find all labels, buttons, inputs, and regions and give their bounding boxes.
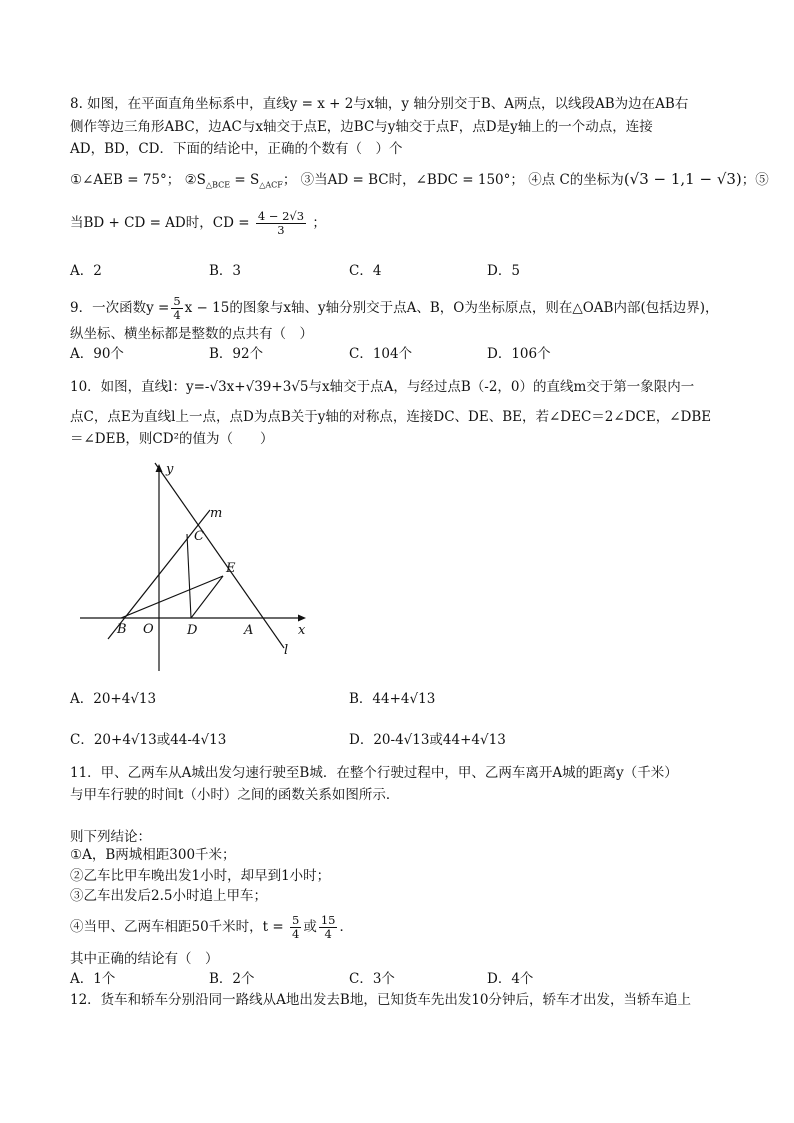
label-c: C: [194, 529, 204, 544]
q9-option-b[interactable]: B．92个: [209, 346, 264, 362]
q10-option-d[interactable]: D．20-4√13或44+4√13: [349, 732, 506, 748]
q9-stem-line1: 9．一次函数y = $\frac{5}{4}$ x − 15的图象与x轴、y轴分别交于点A、B，O为坐标原点，则在△OAB内部(包括边界)，: [70, 294, 719, 322]
q9-option-d[interactable]: D．106个: [487, 346, 551, 362]
q12-stem-line1: 12．货车和轿车分别沿同一路线从A地出发去B地，已知货车先出发10分钟后，轿车才出发，当轿车追上: [70, 992, 692, 1008]
q10-option-c[interactable]: C．20+4√13或44-4√13: [70, 732, 227, 748]
label-y: y: [166, 462, 174, 477]
q8-option-d[interactable]: D．5: [487, 263, 520, 279]
label-d: D: [187, 623, 198, 638]
q10-stem-line2: 点C，点E为直线l上一点，点D为点B关于y轴的对称点，连接DC、DE、BE，若∠DEC＝2∠DCE，∠DBE: [70, 409, 712, 425]
q11-ask: 其中正确的结论有（ ）: [70, 951, 219, 967]
label-e: E: [226, 561, 236, 576]
q8-option-c[interactable]: C．4: [349, 263, 382, 279]
label-a: A: [244, 623, 254, 638]
q8-cd-fraction: $\frac{4 - 2√3}{3}$: [257, 209, 305, 237]
q9-stem-line2: 纵坐标、横坐标都是整数的点共有（ ）: [70, 326, 313, 342]
x-axis-arrow: [298, 615, 306, 622]
q10-stem-line1: 10．如图，直线l：y=-√3x+√39+3√5与x轴交于点A，与经过点B（-2，0）的直线m交于第一象限内一: [70, 379, 695, 395]
q11-stem-line1: 11．甲、乙两车从A城出发匀速行驶至B城．在整个行驶过程中，甲、乙两车离开A城的距离y（千米）: [70, 765, 678, 781]
q8-statement-3: ③当AD = BC时，∠BDC = 150°；: [300, 172, 524, 188]
segment-dc: [187, 534, 191, 618]
q8-statement-2: $②S_{\triangle BCE} = S_{\triangle ACF}$；: [184, 172, 297, 190]
label-o: O: [143, 622, 154, 637]
q11-option-d[interactable]: D．4个: [487, 971, 534, 987]
q9-option-c[interactable]: C．104个: [349, 346, 413, 362]
label-m: m: [210, 506, 223, 521]
q11-statement-2: ②乙车比甲车晚出发1小时，却早到1小时；: [70, 868, 331, 884]
q9-slope-fraction: $\frac{5}{4}$: [173, 294, 181, 322]
q9-option-a[interactable]: A．90个: [70, 346, 124, 362]
q11-stem-line2: 与甲车行驶的时间t（小时）之间的函数关系如图所示．: [70, 787, 400, 803]
q8-statement-1: ①∠AEB = 75°；: [70, 172, 181, 188]
q8-stem-line1: 8. 如图，在平面直角坐标系中，直线y = x + 2与x轴，y 轴分别交于B、A两点，以线段AB为边在AB右: [70, 96, 689, 112]
segment-be: [121, 576, 223, 618]
q11-statement-1: ①A，B两城相距300千米；: [70, 847, 236, 863]
q10-figure: [70, 455, 320, 680]
q8-stem-line3: AD，BD，CD．下面的结论中，正确的个数有（ ）个: [70, 141, 403, 157]
q10-option-a[interactable]: A．20+4√13: [70, 691, 157, 707]
label-x: x: [298, 623, 306, 638]
q11-option-c[interactable]: C．3个: [349, 971, 395, 987]
label-b: B: [117, 622, 127, 637]
q8-option-a[interactable]: A．2: [70, 263, 102, 279]
q10-option-b[interactable]: B．44+4√13: [349, 691, 436, 707]
q8-statement-5: 当BD + CD = AD时，CD = $\frac{4 - 2√3}{3}$ ；: [70, 209, 326, 237]
q8-option-b[interactable]: B．3: [209, 263, 242, 279]
q11-option-a[interactable]: A．1个: [70, 971, 116, 987]
q11-statement-3: ③乙车出发后2.5小时追上甲车；: [70, 888, 267, 904]
q11-statement-4: ④当甲、乙两车相距50千米时，t = $\frac{5}{4}$ 或 $\frac{15}{4}$ ．: [70, 913, 353, 941]
label-l: l: [284, 643, 289, 658]
q11-option-b[interactable]: B．2个: [209, 971, 255, 987]
q8-statements-line: [70, 170, 769, 195]
q8-statement-4: ④点 C的坐标为(√3 − 1,1 − √3)；⑤: [528, 170, 769, 188]
q11-intro: 则下列结论：: [70, 829, 151, 845]
q8-stem-line2: 侧作等边三角形ABC，边AC与x轴交于点E，边BC与y轴交于点F，点D是y轴上的一个动点，连接: [70, 119, 653, 135]
q10-stem-line3: ＝∠DEB，则CD²的值为（ ）: [70, 431, 274, 447]
